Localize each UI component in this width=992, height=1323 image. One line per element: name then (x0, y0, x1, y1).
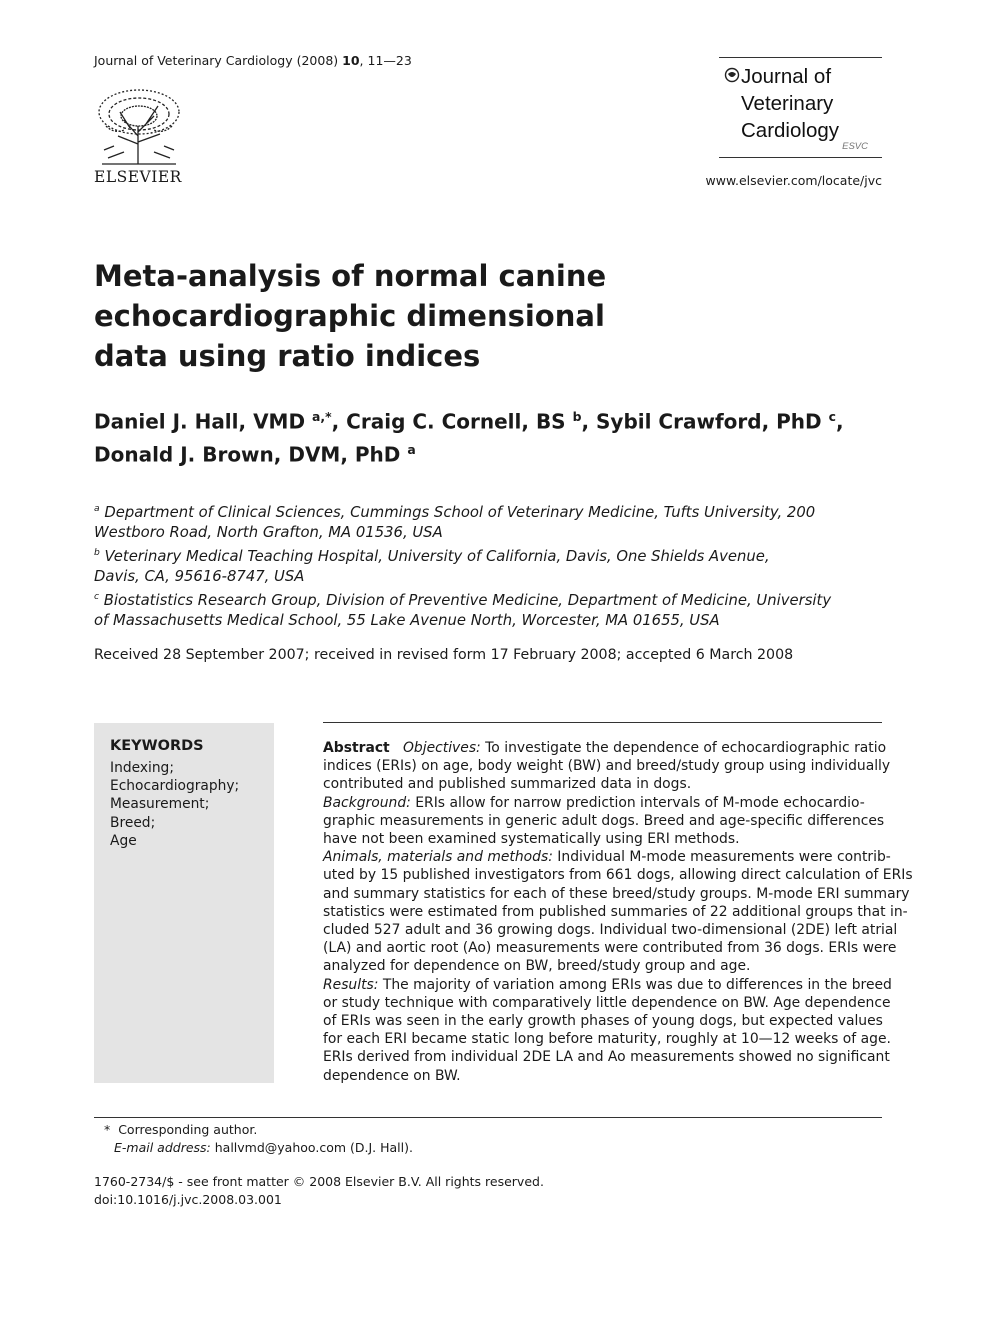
affiliation-line: Westboro Road, North Grafton, MA 01536, USA (94, 524, 443, 542)
abstract-line: (LA) and aortic root (Ao) measurements were contributed from 36 dogs. ERIs were (323, 940, 897, 957)
abstract-line: cluded 527 adult and 36 growing dogs. Individual two-dimensional (2DE) left atrial (323, 922, 898, 939)
abstract-line: and summary statistics for each of these breed/study groups. M-mode ERI summary (323, 885, 910, 902)
footnote (104, 1121, 413, 1156)
elsevier-tree-icon (94, 86, 184, 166)
footnote-rule (94, 1117, 882, 1118)
abstract (323, 739, 913, 1085)
affiliation-line (94, 543, 884, 567)
author-line (94, 403, 894, 436)
abstract-line: graphic measurements in generic adult dogs. Breed and age-specific differences (323, 812, 885, 829)
affiliation-mark: c (94, 591, 100, 603)
title-line: data using ratio indices (94, 339, 481, 373)
abstract-line (323, 848, 891, 866)
author-name: Donald J. Brown, DVM, PhD (94, 442, 401, 467)
journal-url-link[interactable]: www.elsevier.com/locate/jvc (705, 173, 882, 188)
affiliation-text: Department of Clinical Sciences, Cummings School of Veterinary Medicine, Tufts University, 200 (104, 503, 816, 521)
heart-globe-icon (724, 67, 740, 83)
abstract-text: ERIs allow for narrow prediction intervals of M-mode echocardio- (415, 794, 865, 811)
abstract-line (323, 976, 892, 994)
email-label: E-mail address: (114, 1139, 211, 1155)
abstract-line: statistics were estimated from published summaries of 22 additional groups that in- (323, 903, 908, 920)
journal-logo-line: Journal of (741, 65, 832, 88)
author-affiliation-mark[interactable]: c (828, 409, 836, 424)
journal-logo-line: Cardiology (741, 119, 839, 142)
abstract-top-rule (323, 722, 882, 723)
abstract-section-heading: Background: (323, 794, 411, 811)
author-affiliation-mark[interactable]: a (407, 441, 416, 457)
author-separator: , (581, 409, 596, 434)
author-affiliation-mark[interactable]: b (572, 409, 582, 424)
author-separator: , (331, 409, 347, 434)
article-title (94, 256, 714, 376)
affiliation-mark: b (94, 547, 100, 559)
abstract-line: dependence on BW. (323, 1067, 461, 1084)
copyright-line: 1760-2734/$ - see front matter © 2008 Elsevier B.V. All rights reserved. (94, 1174, 544, 1189)
author-list (94, 403, 894, 468)
author-name: Daniel J. Hall, VMD (94, 409, 306, 434)
keywords-heading: KEYWORDS (110, 738, 204, 754)
abstract-section-heading: Objectives: (402, 740, 481, 756)
affiliation-line (94, 499, 884, 523)
abstract-line: analyzed for dependence on BW, breed/study group and age. (323, 958, 751, 975)
affiliation-mark: a (94, 503, 100, 514)
abstract-line: contributed and published summarized data in dogs. (323, 776, 692, 793)
doi-link[interactable]: doi:10.1016/j.jvc.2008.03.001 (94, 1191, 282, 1207)
keyword-item: Breed; (110, 814, 156, 831)
abstract-section-heading: Results: (323, 976, 379, 993)
author-name: Sybil Crawford, PhD (596, 409, 822, 434)
running-head (94, 53, 412, 68)
author-line (94, 436, 894, 469)
corresponding-author-note (104, 1121, 413, 1139)
title-line: Meta-analysis of normal canine (94, 259, 607, 293)
abstract-line: ERIs derived from individual 2DE LA and Ao measurements showed no significant (323, 1049, 890, 1066)
keyword-item: Measurement; (110, 796, 210, 813)
abstract-text: To investigate the dependence of echocardiographic ratio (485, 740, 887, 756)
affiliation-text: Biostatistics Research Group, Division of Preventive Medicine, Department of Medicine, University (103, 592, 832, 610)
received-dates: Received 28 September 2007; received in revised form 17 February 2008; accepted 6 March 2008 (94, 647, 794, 663)
author-name: Craig C. Cornell, BS (346, 409, 566, 434)
affiliation-line: of Massachusetts Medical School, 55 Lake Avenue North, Worcester, MA 01655, USA (94, 612, 720, 630)
elsevier-wordmark: ELSEVIER (94, 168, 182, 186)
abstract-line: for each ERI became static long before maturity, roughly at 10—12 weeks of age. (323, 1031, 891, 1048)
copyright-block (94, 1173, 544, 1208)
author-separator: , (835, 409, 844, 434)
email-owner: (D.J. Hall). (350, 1139, 413, 1155)
abstract-line: or study technique with comparatively little dependence on BW. Age dependence (323, 994, 891, 1011)
abstract-line (323, 739, 887, 757)
journal-citation: Journal of Veterinary Cardiology (2008) (94, 53, 339, 68)
journal-logo-esvc: ESVC (842, 141, 868, 152)
abstract-line: of ERIs was seen in the early growth phases of young dogs, but expected values (323, 1013, 883, 1030)
journal-logo-line: Veterinary (741, 92, 834, 115)
abstract-label: Abstract (323, 740, 390, 756)
keyword-item: Echocardiography; (110, 778, 240, 795)
author-affiliation-mark[interactable]: a,* (312, 409, 332, 424)
abstract-text: The majority of variation among ERIs was due to differences in the breed (382, 976, 892, 993)
abstract-line: indices (ERIs) on age, body weight (BW) and breed/study group using individually (323, 758, 891, 775)
abstract-section-heading: Animals, materials and methods: (323, 849, 553, 866)
keyword-item: Indexing; (110, 760, 174, 776)
journal-logo-title (741, 63, 839, 144)
journal-logo (719, 57, 882, 158)
footnote-text: Corresponding author. (118, 1122, 258, 1137)
affiliation-text: Veterinary Medical Teaching Hospital, University of California, Davis, One Shields Avenue, (104, 548, 770, 566)
keywords-box (94, 723, 274, 1083)
affiliations (94, 499, 884, 631)
affiliation-line: Davis, CA, 95616-8747, USA (94, 568, 305, 586)
journal-volume: 10 (342, 53, 360, 68)
abstract-line: uted by 15 published investigators from 661 dogs, allowing direct calculation of ERIs (323, 867, 913, 884)
abstract-line (323, 794, 882, 812)
affiliation-line (94, 587, 884, 611)
title-line: echocardiographic dimensional (94, 299, 605, 333)
elsevier-logo (94, 86, 186, 186)
abstract-text: Individual M-mode measurements were contrib- (557, 849, 891, 866)
keyword-item: Age (110, 832, 137, 849)
footnote-mark: * (104, 1122, 111, 1137)
email-link[interactable]: hallvmd@yahoo.com (214, 1139, 347, 1155)
keywords-list (110, 759, 239, 850)
journal-pages: , 11—23 (359, 53, 412, 68)
email-line (104, 1139, 413, 1157)
abstract-line: have not been examined systematically using ERI methods. (323, 831, 740, 848)
